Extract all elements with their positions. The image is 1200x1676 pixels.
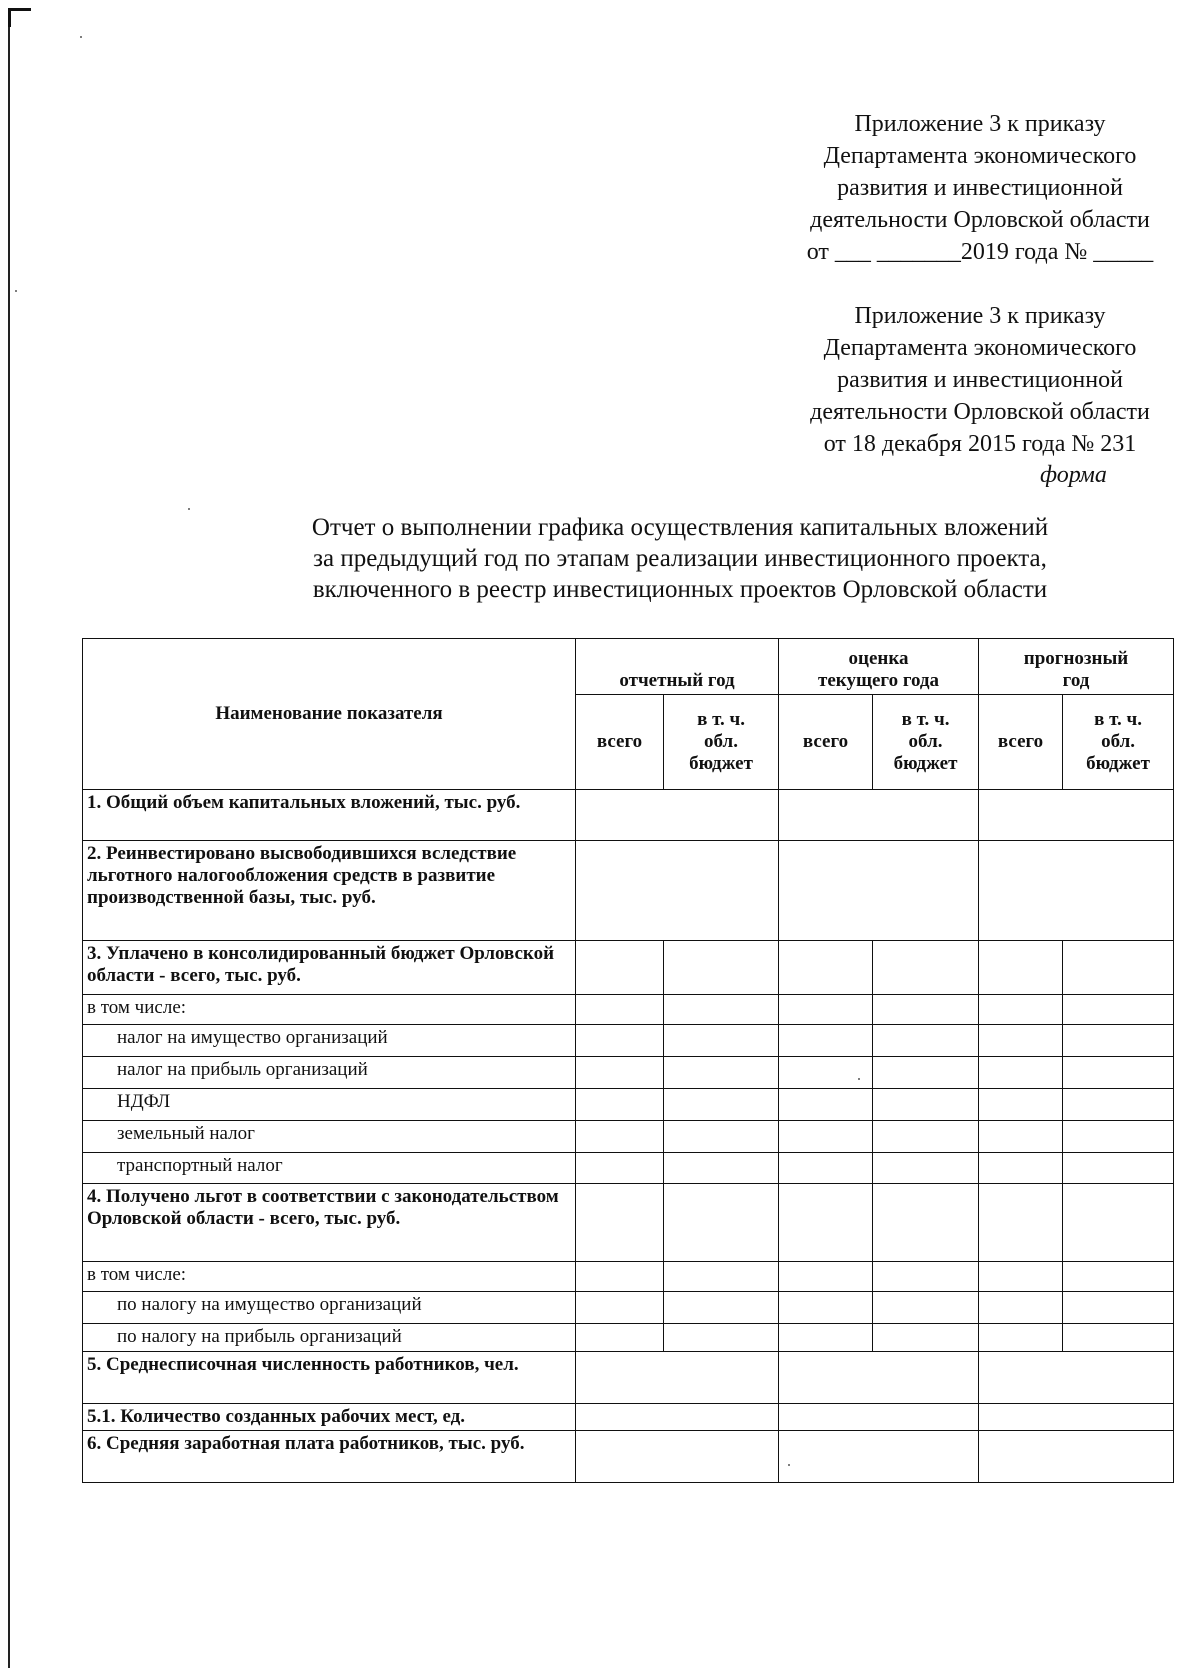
value-cell[interactable] xyxy=(873,1089,979,1121)
value-cell[interactable] xyxy=(873,1324,979,1352)
value-cell[interactable] xyxy=(873,941,979,995)
value-cell[interactable] xyxy=(576,1262,664,1292)
table-row xyxy=(83,1262,1174,1292)
value-cell[interactable] xyxy=(779,1184,873,1262)
value-cell[interactable] xyxy=(1063,1292,1174,1324)
appendix-date-line: от 18 декабря 2015 года № 231 xyxy=(823,431,1137,457)
indicator-label: в том числе: xyxy=(83,1262,576,1292)
appendix-header-current xyxy=(770,108,1190,268)
value-cell[interactable] xyxy=(576,1324,664,1352)
indicator-label: налог на прибыль организаций xyxy=(83,1057,576,1089)
page-left-edge xyxy=(8,8,10,1668)
value-cell[interactable] xyxy=(979,995,1063,1025)
group-label-line: отчетный год xyxy=(619,670,735,691)
value-cell[interactable] xyxy=(576,1089,664,1121)
value-cell[interactable] xyxy=(576,941,664,995)
value-cell[interactable] xyxy=(779,1431,979,1483)
value-cell[interactable] xyxy=(664,1292,779,1324)
value-cell[interactable] xyxy=(1063,995,1174,1025)
value-cell[interactable] xyxy=(779,1121,873,1153)
table-row xyxy=(83,790,1174,841)
subheader-total: всего xyxy=(779,695,873,790)
value-cell[interactable] xyxy=(1063,1184,1174,1262)
appendix-line: развития и инвестиционной xyxy=(837,175,1123,201)
value-cell[interactable] xyxy=(873,1184,979,1262)
title-line: за предыдущий год по этапам реализации инвестиционного проекта, xyxy=(313,545,1047,572)
value-cell[interactable] xyxy=(664,1089,779,1121)
value-cell[interactable] xyxy=(576,841,779,941)
indicator-label: 4. Получено льгот в соответствии с законодательством Орловской области - всего, тыс. руб. xyxy=(83,1184,576,1262)
subheader-line: бюджет xyxy=(689,753,753,774)
value-cell[interactable] xyxy=(779,1153,873,1184)
subheader-line: бюджет xyxy=(1086,753,1150,774)
indicator-label: 5. Среднесписочная численность работников, чел. xyxy=(83,1352,576,1404)
value-cell[interactable] xyxy=(979,1089,1063,1121)
page-corner-mark xyxy=(8,8,31,27)
subheader-line: обл. xyxy=(908,731,943,752)
value-cell[interactable] xyxy=(664,995,779,1025)
indicator-label: 3. Уплачено в консолидированный бюджет Орловской области - всего, тыс. руб. xyxy=(83,941,576,995)
value-cell[interactable] xyxy=(979,1324,1063,1352)
value-cell[interactable] xyxy=(664,1324,779,1352)
group-label-line: оценка xyxy=(848,648,909,669)
table-row xyxy=(83,841,1174,941)
value-cell[interactable] xyxy=(576,1184,664,1262)
value-cell[interactable] xyxy=(979,1057,1063,1089)
appendix-line: Приложение 3 к приказу xyxy=(854,111,1106,137)
value-cell[interactable] xyxy=(979,1352,1174,1404)
indicator-label: транспортный налог xyxy=(83,1153,576,1184)
scan-speck xyxy=(188,508,190,510)
appendix-line: деятельности Орловской области xyxy=(810,399,1150,425)
value-cell[interactable] xyxy=(576,1025,664,1057)
subheader-line: в т. ч. xyxy=(1094,709,1142,730)
value-cell[interactable] xyxy=(979,1262,1063,1292)
table-row xyxy=(83,1153,1174,1184)
subheader-line: в т. ч. xyxy=(697,709,745,730)
subheader-regional-budget xyxy=(873,695,979,790)
table-row xyxy=(83,1121,1174,1153)
value-cell[interactable] xyxy=(873,1025,979,1057)
value-cell[interactable] xyxy=(779,1262,873,1292)
value-cell[interactable] xyxy=(779,1025,873,1057)
appendix-line: развития и инвестиционной xyxy=(837,367,1123,393)
value-cell[interactable] xyxy=(873,1262,979,1292)
subheader-line: обл. xyxy=(704,731,738,752)
table-row xyxy=(83,1431,1174,1483)
indicator-label: 2. Реинвестировано высвободившихся вследствие льготного налогообложения средств в развитие производственной базы, тыс. руб. xyxy=(83,841,576,941)
indicator-label: 5.1. Количество созданных рабочих мест, ед. xyxy=(83,1404,576,1431)
indicator-label: налог на имущество организаций xyxy=(83,1025,576,1057)
subheader-regional-budget xyxy=(1063,695,1174,790)
group-label-line: год xyxy=(1062,670,1090,691)
table-row xyxy=(83,1292,1174,1324)
value-cell[interactable] xyxy=(576,1121,664,1153)
value-cell[interactable] xyxy=(873,1153,979,1184)
value-cell[interactable] xyxy=(779,1404,979,1431)
group-label-line: текущего года xyxy=(818,670,940,691)
table-row xyxy=(83,1324,1174,1352)
value-cell[interactable] xyxy=(779,1057,873,1089)
group-label-line: прогнозный xyxy=(1023,648,1129,669)
indicator-label: 1. Общий объем капитальных вложений, тыс. руб. xyxy=(83,790,576,841)
value-cell[interactable] xyxy=(1063,1089,1174,1121)
value-cell[interactable] xyxy=(979,1121,1063,1153)
form-label: форма xyxy=(1040,462,1107,488)
table-row xyxy=(83,1057,1174,1089)
value-cell[interactable] xyxy=(664,1153,779,1184)
scan-speck xyxy=(15,290,17,292)
value-cell[interactable] xyxy=(1063,1121,1174,1153)
value-cell[interactable] xyxy=(979,1292,1063,1324)
value-cell[interactable] xyxy=(779,1089,873,1121)
value-cell[interactable] xyxy=(873,995,979,1025)
indicator-label: земельный налог xyxy=(83,1121,576,1153)
value-cell[interactable] xyxy=(664,1184,779,1262)
value-cell[interactable] xyxy=(779,1352,979,1404)
value-cell[interactable] xyxy=(664,1262,779,1292)
subheader-total: всего xyxy=(576,695,664,790)
value-cell[interactable] xyxy=(576,1404,779,1431)
table-row xyxy=(83,1404,1174,1431)
column-group-forecast-year xyxy=(979,639,1174,695)
table-row xyxy=(83,1184,1174,1262)
appendix-date-line: от ___ _______2019 года № _____ xyxy=(806,239,1154,265)
subheader-line: обл. xyxy=(1101,731,1135,752)
value-cell[interactable] xyxy=(1063,1057,1174,1089)
value-cell[interactable] xyxy=(1063,1324,1174,1352)
value-cell[interactable] xyxy=(979,841,1174,941)
value-cell[interactable] xyxy=(1063,1153,1174,1184)
table-row xyxy=(83,1025,1174,1057)
title-line: Отчет о выполнении графика осуществления капитальных вложений xyxy=(311,514,1049,541)
value-cell[interactable] xyxy=(979,1184,1063,1262)
appendix-line: Департамента экономического xyxy=(823,143,1137,169)
appendix-line: Департамента экономического xyxy=(823,335,1137,361)
value-cell[interactable] xyxy=(576,1431,779,1483)
indicator-name-header: Наименование показателя xyxy=(83,639,576,790)
table-row xyxy=(83,995,1174,1025)
indicator-label: по налогу на прибыль организаций xyxy=(83,1324,576,1352)
indicator-label: 6. Средняя заработная плата работников, тыс. руб. xyxy=(83,1431,576,1483)
appendix-line: деятельности Орловской области xyxy=(810,207,1150,233)
value-cell[interactable] xyxy=(979,1025,1063,1057)
value-cell[interactable] xyxy=(779,995,873,1025)
value-cell[interactable] xyxy=(779,941,873,995)
column-group-current-year-estimate xyxy=(779,639,979,695)
value-cell[interactable] xyxy=(576,1057,664,1089)
value-cell[interactable] xyxy=(979,790,1174,841)
value-cell[interactable] xyxy=(1063,1025,1174,1057)
table-header-row xyxy=(83,639,1174,695)
subheader-line: в т. ч. xyxy=(901,709,950,730)
scan-speck xyxy=(80,36,82,38)
table-row xyxy=(83,1089,1174,1121)
value-cell[interactable] xyxy=(576,1292,664,1324)
table-row xyxy=(83,1352,1174,1404)
value-cell[interactable] xyxy=(576,1352,779,1404)
title-line: включенного в реестр инвестиционных проектов Орловской области xyxy=(312,576,1048,603)
value-cell[interactable] xyxy=(576,1153,664,1184)
value-cell[interactable] xyxy=(664,941,779,995)
value-cell[interactable] xyxy=(979,1431,1174,1483)
value-cell[interactable] xyxy=(873,1057,979,1089)
value-cell[interactable] xyxy=(1063,941,1174,995)
value-cell[interactable] xyxy=(873,1292,979,1324)
subheader-total: всего xyxy=(979,695,1063,790)
value-cell[interactable] xyxy=(979,1153,1063,1184)
report-title xyxy=(230,512,1130,605)
subheader-line: бюджет xyxy=(893,753,958,774)
value-cell[interactable] xyxy=(779,1292,873,1324)
indicator-label: по налогу на имущество организаций xyxy=(83,1292,576,1324)
appendix-header-original xyxy=(770,300,1190,460)
value-cell[interactable] xyxy=(873,1121,979,1153)
column-group-reporting-year xyxy=(576,639,779,695)
subheader-regional-budget xyxy=(664,695,779,790)
value-cell[interactable] xyxy=(779,1324,873,1352)
value-cell[interactable] xyxy=(1063,1262,1174,1292)
indicator-label: НДФЛ xyxy=(83,1089,576,1121)
report-table xyxy=(82,638,1174,1483)
table-row xyxy=(83,941,1174,995)
value-cell[interactable] xyxy=(979,1404,1174,1431)
value-cell[interactable] xyxy=(576,995,664,1025)
value-cell[interactable] xyxy=(664,1057,779,1089)
value-cell[interactable] xyxy=(664,1121,779,1153)
indicator-label: в том числе: xyxy=(83,995,576,1025)
value-cell[interactable] xyxy=(779,790,979,841)
appendix-line: Приложение 3 к приказу xyxy=(854,303,1106,329)
value-cell[interactable] xyxy=(576,790,779,841)
value-cell[interactable] xyxy=(664,1025,779,1057)
value-cell[interactable] xyxy=(779,841,979,941)
value-cell[interactable] xyxy=(979,941,1063,995)
